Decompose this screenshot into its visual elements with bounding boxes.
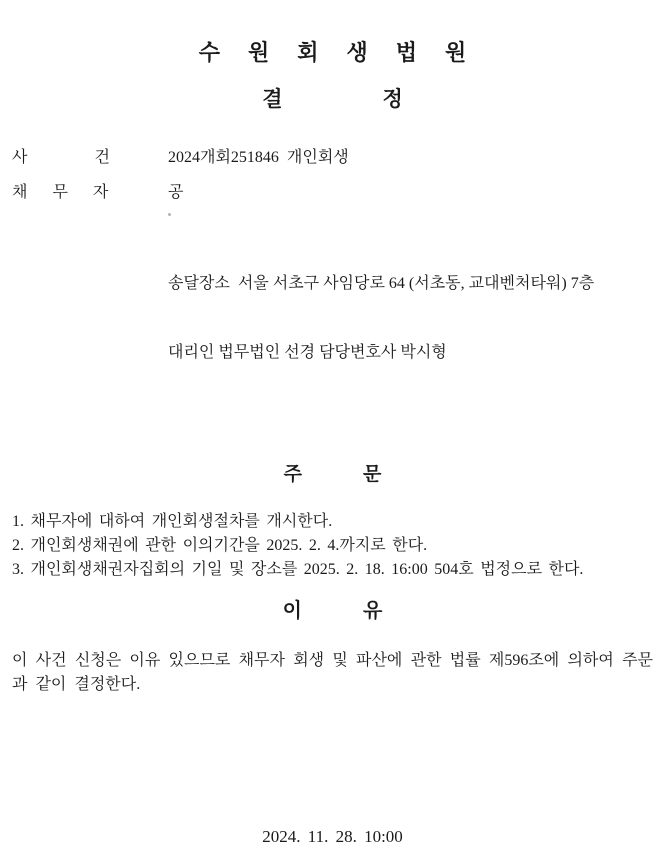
court-name-heading: 수원회생법원 [198,40,495,65]
order-items [12,510,653,582]
case-row [12,148,653,168]
debtor-name: 공 [168,184,184,201]
service-address: 송달장소 서울 서초구 사임당로 64 (서초동, 교대벤처타워) 7층 [168,275,595,292]
reason-heading: 이유 [282,600,444,622]
representative-line: 대리인 법무법인 선경 담당변호사 박시형 [168,344,447,361]
order-item: 3. 개인회생채권자집회의 기일 및 장소를 2025. 2. 18. 16:00 504호 법정으로 한다. [12,561,584,578]
order-item: 1. 채무자에 대하여 개인회생절차를 개시한다. [12,513,333,530]
order-item: 2. 개인회생채권에 관한 이의기간을 2025. 2. 4.까지로 한다. [12,537,428,554]
debtor-details [168,183,594,410]
decision-datetime: 2024. 11. 28. 10:00 [262,827,403,846]
reason-text: 이 사건 신청은 이유 있으므로 채무자 회생 및 파산에 관한 법률 제596조에 의하여 주문과 같이 결정한다. [12,652,653,693]
debtor-label: 채무자 [12,184,134,201]
order-heading: 주문 [283,464,443,485]
case-number: 2024개회251846 개인회생 [168,149,349,166]
debtor-address-block [168,226,594,410]
redaction-dot [168,213,171,216]
decision-title: 결정 [262,88,503,111]
debtor-row [12,183,653,410]
case-info-block [12,148,653,410]
case-label: 사건 [12,149,177,166]
